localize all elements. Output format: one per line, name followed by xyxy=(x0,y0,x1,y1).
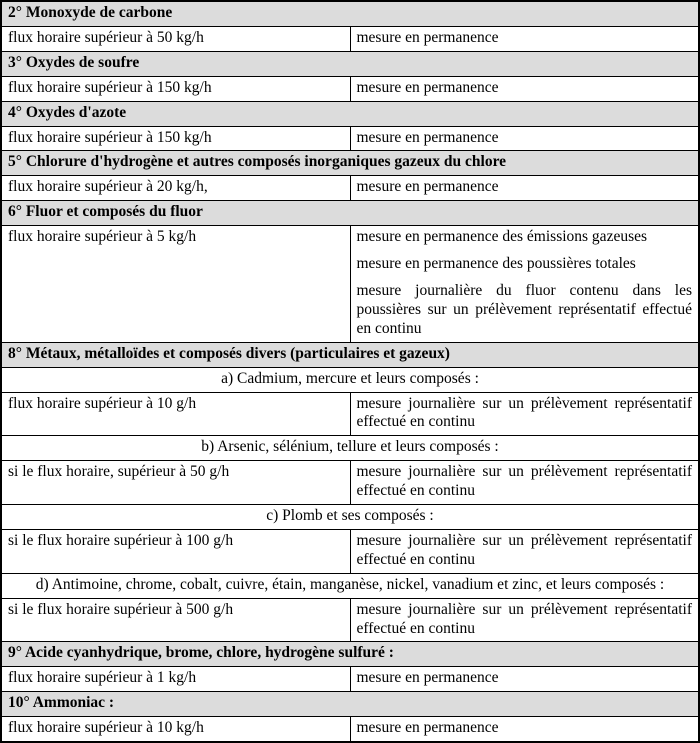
threshold-cell xyxy=(1,26,350,51)
threshold-text: flux horaire supérieur à 10 kg/h xyxy=(8,719,204,737)
section-row xyxy=(1,51,699,76)
measure-cell xyxy=(350,461,699,505)
measure-cell xyxy=(350,392,699,436)
section-row xyxy=(1,201,699,226)
subsection-heading-cell xyxy=(1,505,699,530)
table-row xyxy=(1,226,699,343)
measure-text: mesure en permanence xyxy=(356,719,499,737)
measure-text: mesure journalière sur un prélèvement représentatif effectué en continu xyxy=(356,531,692,568)
subheader-row xyxy=(1,436,699,461)
section-row xyxy=(1,642,699,667)
section-heading-cell xyxy=(1,201,699,226)
threshold-text: flux horaire supérieur à 50 kg/h xyxy=(8,28,204,46)
measure-text: mesure en permanence des poussières totales xyxy=(356,255,636,273)
section-row xyxy=(1,342,699,367)
threshold-text: flux horaire supérieur à 5 kg/h xyxy=(8,228,197,246)
measure-text: mesure journalière du fluor contenu dans les poussières sur un prélèvement représentatif effectué en continu xyxy=(356,281,692,337)
measure-cell xyxy=(350,598,699,642)
table-row xyxy=(1,529,699,573)
section-row xyxy=(1,1,699,26)
section-heading-cell xyxy=(1,151,699,176)
subheader-row xyxy=(1,505,699,530)
measure-cell xyxy=(350,529,699,573)
measure-text: mesure en permanence xyxy=(356,78,499,96)
subsection-heading-cell xyxy=(1,573,699,598)
measure-text: mesure en permanence xyxy=(356,128,499,146)
measure-cell xyxy=(350,717,699,742)
threshold-cell xyxy=(1,529,350,573)
measure-text: mesure en permanence xyxy=(356,178,499,196)
threshold-cell xyxy=(1,717,350,742)
threshold-cell xyxy=(1,461,350,505)
section-heading-text: 4° Oxydes d'azote xyxy=(8,103,127,121)
threshold-text: si le flux horaire, supérieur à 50 g/h xyxy=(8,463,230,481)
table-row xyxy=(1,461,699,505)
subheader-row xyxy=(1,367,699,392)
section-heading-cell xyxy=(1,642,699,667)
measure-cell xyxy=(350,667,699,692)
section-heading-cell xyxy=(1,1,699,26)
table-body xyxy=(1,1,699,742)
section-heading-text: 6° Fluor et composés du fluor xyxy=(8,203,203,221)
threshold-text: flux horaire supérieur à 1 kg/h xyxy=(8,669,197,687)
subsection-heading-cell xyxy=(1,367,699,392)
section-heading-text: 5° Chlorure d'hydrogène et autres composés inorganiques gazeux du chlore xyxy=(8,153,507,171)
measure-text: mesure en permanence xyxy=(356,28,499,46)
threshold-cell xyxy=(1,226,350,343)
threshold-cell xyxy=(1,598,350,642)
section-heading-text: 10° Ammoniac : xyxy=(8,694,115,712)
threshold-cell xyxy=(1,76,350,101)
threshold-cell xyxy=(1,392,350,436)
threshold-text: si le flux horaire supérieur à 100 g/h xyxy=(8,531,234,549)
subsection-heading-text: c) Plomb et ses composés : xyxy=(266,507,434,525)
subheader-row xyxy=(1,573,699,598)
measure-cell xyxy=(350,226,699,343)
threshold-cell xyxy=(1,126,350,151)
table-row xyxy=(1,598,699,642)
table-row xyxy=(1,667,699,692)
section-heading-cell xyxy=(1,692,699,717)
section-heading-text: 8° Métaux, métalloïdes et composés divers (particulaires et gazeux) xyxy=(8,344,450,362)
threshold-text: flux horaire supérieur à 10 g/h xyxy=(8,394,197,412)
section-heading-cell xyxy=(1,101,699,126)
table-row xyxy=(1,717,699,742)
threshold-text: si le flux horaire supérieur à 500 g/h xyxy=(8,600,234,618)
subsection-heading-text: b) Arsenic, sélénium, tellure et leurs composés : xyxy=(201,438,499,456)
table-row xyxy=(1,176,699,201)
measure-text: mesure journalière sur un prélèvement représentatif effectué en continu xyxy=(356,463,692,500)
threshold-text: flux horaire supérieur à 150 kg/h xyxy=(8,78,212,96)
section-heading-text: 9° Acide cyanhydrique, brome, chlore, hydrogène sulfuré : xyxy=(8,644,394,662)
threshold-cell xyxy=(1,176,350,201)
subsection-heading-text: a) Cadmium, mercure et leurs composés : xyxy=(221,369,479,387)
measure-text: mesure journalière sur un prélèvement représentatif effectué en continu xyxy=(356,600,692,637)
section-heading-text: 2° Monoxyde de carbone xyxy=(8,4,173,21)
measure-cell xyxy=(350,26,699,51)
measure-cell xyxy=(350,176,699,201)
table-row xyxy=(1,76,699,101)
measure-cell xyxy=(350,126,699,151)
table-row xyxy=(1,392,699,436)
section-heading-cell xyxy=(1,51,699,76)
section-row xyxy=(1,151,699,176)
measure-text: mesure journalière sur un prélèvement représentatif effectué en continu xyxy=(356,394,692,431)
table-row xyxy=(1,26,699,51)
threshold-text: flux horaire supérieur à 20 kg/h, xyxy=(8,178,208,196)
threshold-text: flux horaire supérieur à 150 kg/h xyxy=(8,128,212,146)
measure-cell xyxy=(350,76,699,101)
subsection-heading-cell xyxy=(1,436,699,461)
measure-text: mesure en permanence des émissions gazeuses xyxy=(356,228,648,246)
section-heading-text: 3° Oxydes de soufre xyxy=(8,53,140,71)
measure-text: mesure en permanence xyxy=(356,669,499,687)
subsection-heading-text: d) Antimoine, chrome, cobalt, cuivre, étain, manganèse, nickel, vanadium et zinc, et leurs composés : xyxy=(35,575,665,593)
section-row xyxy=(1,101,699,126)
section-heading-cell xyxy=(1,342,699,367)
section-row xyxy=(1,692,699,717)
threshold-cell xyxy=(1,667,350,692)
table-row xyxy=(1,126,699,151)
